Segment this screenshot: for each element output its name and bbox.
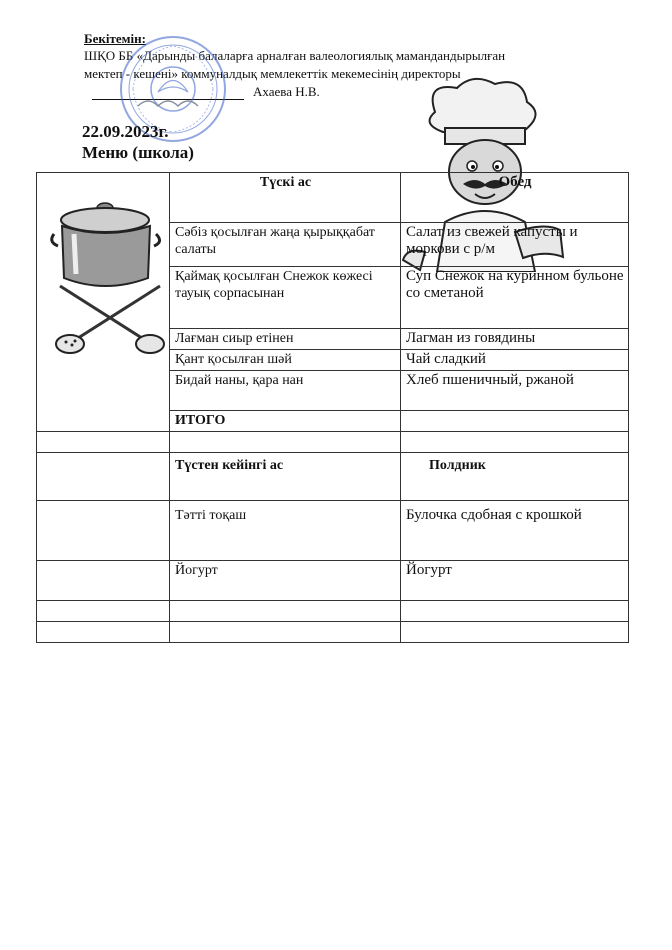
total-label: ИТОГО — [170, 411, 401, 432]
snack-kz-header: Түстен кейінгі ас — [170, 453, 401, 501]
empty-cell — [37, 453, 170, 501]
lunch-ru-header: Обед — [401, 173, 629, 223]
lunch-item-ru: Лагман из говядины — [401, 329, 629, 350]
lunch-item-ru: Суп Снежок на куринном бульоне со сметаной — [401, 267, 629, 329]
snack-item-kz: Тәтті тоқаш — [170, 501, 401, 561]
empty-cell — [37, 501, 170, 561]
lunch-item-ru: Салат из свежей капусты и моркови с р/м — [401, 223, 629, 267]
menu-date: 22.09.2023г. — [82, 122, 169, 141]
empty-cell — [37, 601, 170, 622]
empty-cell — [401, 601, 629, 622]
empty-cell — [401, 432, 629, 453]
table-row — [37, 622, 629, 643]
table-row — [37, 561, 629, 601]
empty-cell — [170, 601, 401, 622]
lunch-item-kz: Қаймақ қосылған Снежок көжесі тауық сорпасынан — [170, 267, 401, 329]
lunch-item-kz: Қант қосылған шәй — [170, 350, 401, 371]
approval-label: Бекітемін: — [84, 31, 146, 46]
lunch-item-kz: Бидай наны, қара нан — [170, 371, 401, 411]
snack-ru-header: Полдник — [401, 453, 629, 501]
empty-cell — [37, 622, 170, 643]
lunch-kz-header: Түскі ас — [170, 173, 401, 223]
total-value — [401, 411, 629, 432]
cooking-pot-icon — [50, 190, 170, 360]
empty-cell — [170, 622, 401, 643]
snack-item-ru: Йогурт — [401, 561, 629, 601]
organization-line-1: ШҚО ББ «Дарынды балаларға арналған валеологиялық мамандандырылған — [84, 48, 506, 63]
snack-item-ru: Булочка сдобная с крошкой — [401, 501, 629, 561]
empty-cell — [401, 622, 629, 643]
table-row — [37, 453, 629, 501]
lunch-item-kz: Сәбіз қосылған жаңа қырыққабат салаты — [170, 223, 401, 267]
table-row — [37, 601, 629, 622]
lunch-item-kz: Лағман сиыр етінен — [170, 329, 401, 350]
director-name: Ахаева Н.В. — [253, 84, 320, 99]
empty-cell — [170, 432, 401, 453]
table-row — [37, 432, 629, 453]
empty-cell — [37, 561, 170, 601]
lunch-item-ru: Хлеб пшеничный, ржаной — [401, 371, 629, 411]
lunch-item-ru: Чай сладкий — [401, 350, 629, 371]
snack-item-kz: Йогурт — [170, 561, 401, 601]
table-row — [37, 501, 629, 561]
organization-line-2: мектеп - кешені» коммуналдық мемлекеттік мекемесінің директоры — [84, 66, 461, 81]
empty-cell — [37, 432, 170, 453]
menu-title: Меню (школа) — [82, 143, 194, 162]
